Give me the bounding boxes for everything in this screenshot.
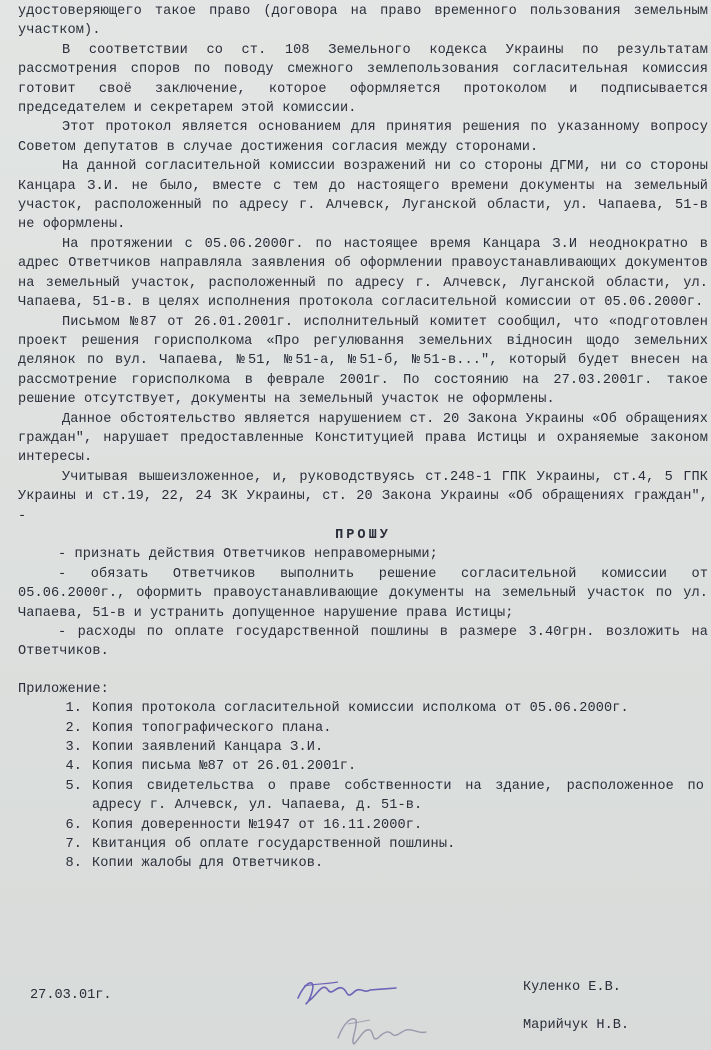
appendix-item: 4. Копия письма №87 от 26.01.2001г. <box>65 759 357 775</box>
appendix-item: 1. Копия протокола согласительной комиссии исполкома от 05.06.2000г. <box>65 701 629 717</box>
appendix-item: 5. Копия свидетельства о праве собственности на здание, расположенное по адресу г. Алчевск, ул. Чапаева, д. 51-в. <box>65 778 704 814</box>
appendix-item: 6. Копия доверенности №1947 от 16.11.2000г. <box>65 817 423 833</box>
signatory-1-name: Куленко Е.В. <box>523 980 621 995</box>
paragraph-intro: удостоверяющего такое право (договора на право временного пользования земельным участком). <box>18 4 708 39</box>
paragraph-letter: Письмом №87 от 26.01.2001г. исполнительный комитет сообщил, что «подготовлен проект решения горисполкома «Про регулювання земельних відносин щодо земельних делянок по вул. Чапаева, №51, №51-а, №51-б, №51-в...", который будет внесен на рассмотрение горисполкома в феврале 2001г. По состоянию на 27.03.2001г. такое решение отсутствует, документы на земельный участок не оформлены. <box>18 314 708 408</box>
appendix-title: Приложение: <box>18 681 109 697</box>
request-heading: ПРОШУ <box>335 527 391 543</box>
appendix-item: 8. Копии жалобы для Ответчиков. <box>65 856 324 872</box>
document-body <box>18 2 708 874</box>
appendix-list <box>18 699 708 874</box>
paragraph-considering: Учитывая вышеизложенное, и, руководствуясь ст.248-1 ГПК Украины, ст.4, 5 ГПК Украины и ст.19, 22, 24 ЗК Украины, ст. 20 Закона Украины «Об обращениях граждан", - <box>18 469 708 524</box>
paragraph-applications: На протяжении с 05.06.2000г. по настоящее время Канцара З.И неоднократно в адрес Ответчиков направляла заявления об оформлении правоустанавливающих документов на земельный участок, расположенный по адресу г. Алчевск, Луганской области, ул. Чапаева, 51-в. в целях исполнения протокола согласительной комиссии от 05.06.2000г. <box>18 236 708 311</box>
paragraph-commission: На данной согласительной комиссии возражений ни со стороны ДГМИ, ни со стороны Канцара З.И. не было, вместе с тем до настоящего времени документы на земельный участок, расположенный по адресу г. Алчевск, Луганской области, ул. Чапаева, 51-в не оформлены. <box>18 159 708 233</box>
request-item: - признать действия Ответчиков неправомерными; <box>58 547 438 563</box>
appendix-item: 2. Копия топографического плана. <box>65 720 332 736</box>
document-date: 27.03.01г. <box>30 988 112 1003</box>
signatory-2-name: Марийчук Н.В. <box>523 1018 630 1033</box>
signature-2-icon <box>330 1008 440 1050</box>
appendix-item: 7. Квитанция об оплате государственной пошлины. <box>65 837 456 853</box>
request-item: - обязать Ответчиков выполнить решение согласительной комиссии от 05.06.2000г., оформить правоустанавливающие документы на земельный участок по ул. Чапаева, 51-в и устранить допущенное нарушение права Истицы; <box>18 566 708 621</box>
signature-block <box>0 980 711 1050</box>
request-item: - расходы по оплате государственной пошлины в размере 3.40грн. возложить на Ответчиков. <box>18 625 708 660</box>
paragraph-land-code: В соответствии со ст. 108 Земельного кодекса Украины по результатам рассмотрения споров по поводу смежного землепользования согласительная комиссия готовит своё заключение, которое оформляется протоколом и подписывается председателем и секретарем этой комиссии. <box>18 42 708 117</box>
signature-1-icon <box>292 972 402 1012</box>
appendix-item: 3. Копии заявлений Канцара З.И. <box>65 740 324 756</box>
paragraph-protocol: Этот протокол является основанием для принятия решения по указанному вопросу Советом депутатов в случае достижения согласия между сторонами. <box>18 120 708 155</box>
paragraph-violation: Данное обстоятельство является нарушением ст. 20 Закона Украины «Об обращениях граждан", нарушает предоставленные Конституцией права Истицы и охраняемые законом интересы. <box>18 411 708 466</box>
